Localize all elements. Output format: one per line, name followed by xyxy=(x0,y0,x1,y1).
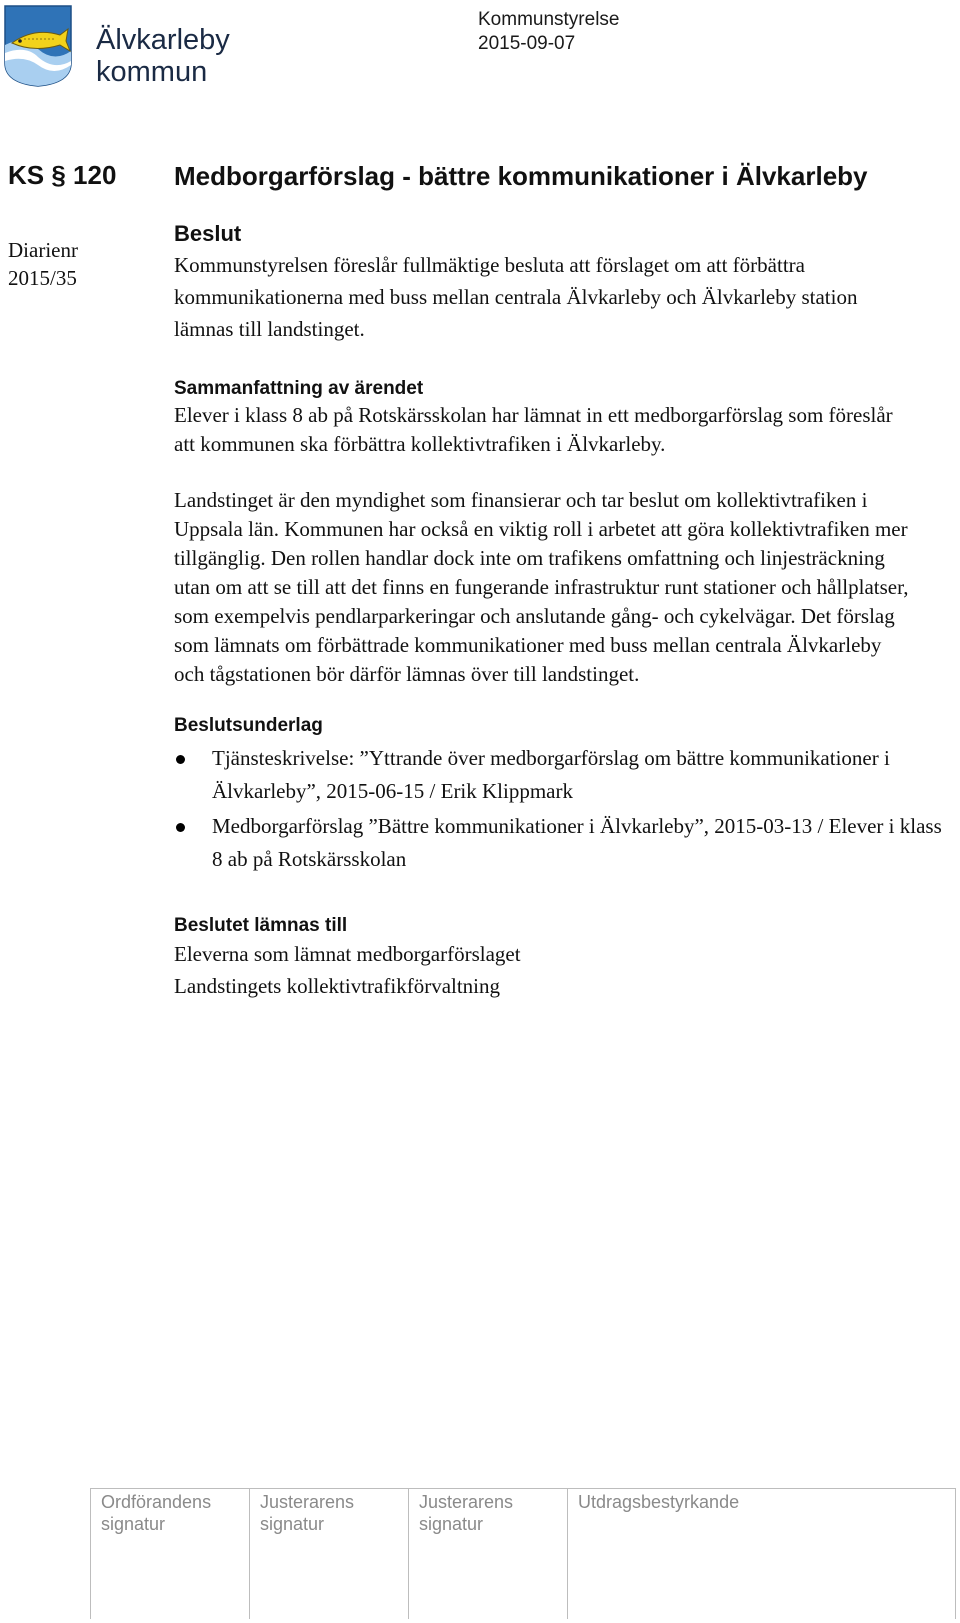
signature-cell-justerare-1 xyxy=(249,1489,408,1619)
diarienr-value: 2015/35 xyxy=(8,266,77,290)
beslut-text: Kommunstyrelsen föreslår fullmäktige besluta att förslaget om att förbättra kommunikationerna med buss mellan centrala Älvkarleby och Älvkarleby station lämnas till landstinget. xyxy=(174,253,858,341)
logo-wordmark-line2: kommun xyxy=(96,56,208,88)
beslutsunderlag-list xyxy=(174,742,944,876)
signature-cell-justerare-2 xyxy=(408,1489,567,1619)
list-item xyxy=(174,742,944,808)
list-item xyxy=(174,810,944,876)
signature-cell-utdragsbestyrkande xyxy=(567,1489,956,1619)
recipient-item: Eleverna som lämnat medborgarförslaget xyxy=(174,942,521,966)
header-meta xyxy=(478,8,620,56)
list-item-text: Medborgarförslag ”Bättre kommunikationer i Älvkarleby”, 2015-03-13 / Elever i klass 8 ab på Rotskärsskolan xyxy=(212,814,942,871)
logo-wordmark-line1: Älvkarleby xyxy=(96,24,230,56)
recipient-item: Landstingets kollektivtrafikförvaltning xyxy=(174,974,501,998)
signature-cell-label: Justerarens xyxy=(260,1492,355,1512)
diarienr-label: Diarienr xyxy=(8,238,78,262)
signature-cell-label: signatur xyxy=(260,1514,325,1534)
beslut-heading: Beslut xyxy=(174,221,242,246)
beslutsunderlag-heading: Beslutsunderlag xyxy=(174,715,323,736)
logo-wordmark xyxy=(96,24,230,88)
signature-cell-label: signatur xyxy=(419,1514,484,1534)
list-item-text: Tjänsteskrivelse: ”Yttrande över medborgarförslag om bättre kommunikationer i Älvkarleby”, 2015-06-15 / Erik Klippmark xyxy=(212,746,890,803)
signature-cell-label: Utdragsbestyrkande xyxy=(578,1492,740,1512)
page-title: Medborgarförslag - bättre kommunikationer i Älvkarleby xyxy=(174,161,868,191)
main-content xyxy=(174,160,954,1002)
signature-table xyxy=(90,1488,956,1619)
diarienr-block xyxy=(8,236,78,292)
alvkarleby-coat-of-arms-logo xyxy=(4,5,72,87)
signature-cell-label: Ordförandens xyxy=(101,1492,212,1512)
header-organisation: Kommunstyrelse xyxy=(478,9,620,30)
paragraph-number: KS § 120 xyxy=(8,160,117,190)
signature-cell-ordforande xyxy=(90,1489,249,1619)
signature-cell-label: Justerarens xyxy=(419,1492,514,1512)
bullet-icon xyxy=(176,823,185,832)
summary-paragraph-1: Elever i klass 8 ab på Rotskärsskolan har lämnat in ett medborgarförslag som föreslår att kommunen ska förbättra kollektivtrafiken i Älvkarleby. xyxy=(174,403,893,456)
beslutet-lamnas-till-heading: Beslutet lämnas till xyxy=(174,915,348,936)
summary-heading: Sammanfattning av ärendet xyxy=(174,378,424,399)
header-date: 2015-09-07 xyxy=(478,33,576,54)
bullet-icon xyxy=(176,755,185,764)
summary-paragraph-2: Landstinget är den myndighet som finansierar och tar beslut om kollektivtrafiken i Uppsala län. Kommunen har också en viktig roll i arbetet att göra kollektivtrafiken mer tillgänglig. Den rollen handlar dock inte om trafikens omfattning och linjesträckning utan om att se till att det finns en fungerande infrastruktur runt stationer och hållplatser, som exempelvis pendlarparkeringar och anslutande gång- och cykelvägar. Det förslag som lämnats om förbättrade kommunikationer med buss mellan centrala Älvkarleby och tågstationen bör därför lämnas över till landstinget. xyxy=(174,488,909,686)
signature-cell-label: signatur xyxy=(101,1514,166,1534)
